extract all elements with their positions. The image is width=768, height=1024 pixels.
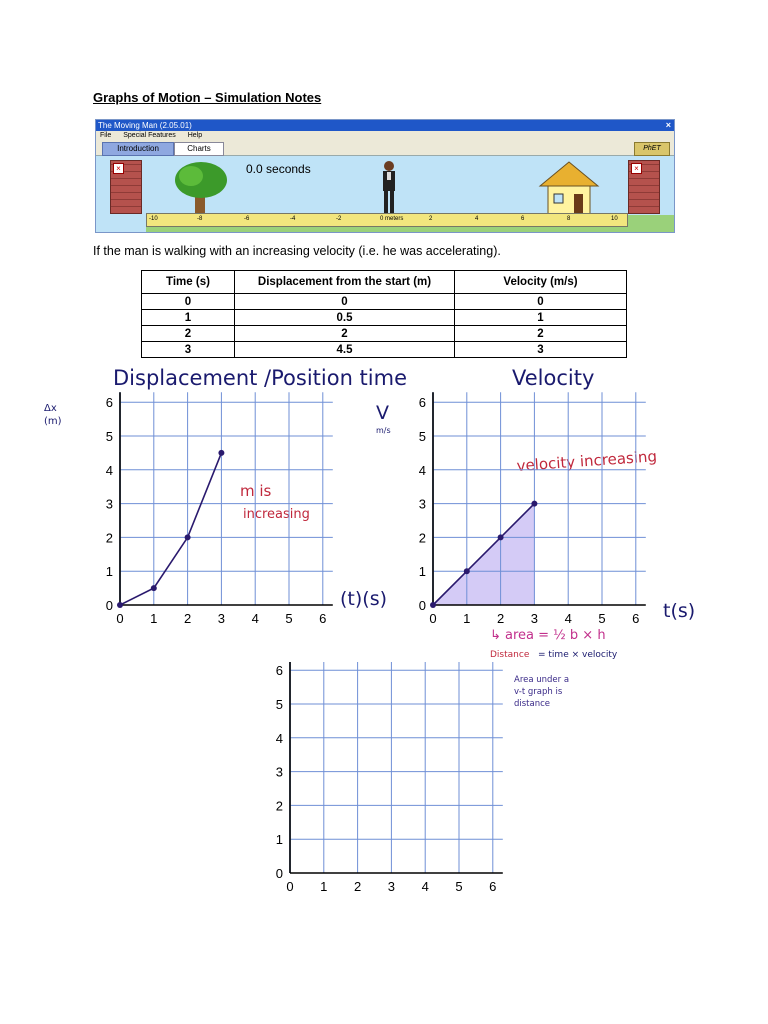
area-note-line: distance bbox=[514, 699, 551, 709]
table-row bbox=[142, 294, 627, 310]
sim-tabbar bbox=[96, 140, 674, 156]
y-tick-label: 1 bbox=[275, 832, 283, 848]
table-cell: 1 bbox=[455, 310, 627, 326]
data-line bbox=[120, 453, 221, 605]
table-cell: 0 bbox=[235, 294, 455, 310]
y-tick-label: 0 bbox=[418, 598, 426, 613]
heading-displacement-position-time: Displacement /Position time bbox=[113, 366, 407, 390]
ruler-tick-label: -4 bbox=[290, 216, 296, 222]
x-tick-label: 6 bbox=[319, 611, 327, 626]
y-tick-label: 6 bbox=[418, 395, 426, 411]
table-cell: 0 bbox=[455, 294, 627, 310]
ruler-tick-label: -6 bbox=[244, 216, 250, 222]
x-tick-label: 6 bbox=[489, 879, 497, 894]
y-tick-label: 0 bbox=[275, 866, 283, 881]
ruler-tick-label: 2 bbox=[429, 216, 433, 222]
y-tick-label: 6 bbox=[275, 663, 283, 679]
x-tick-label: 0 bbox=[116, 611, 124, 626]
y-tick-label: 6 bbox=[105, 395, 113, 411]
y-tick-label: 2 bbox=[275, 798, 283, 814]
x-tick-label: 5 bbox=[598, 611, 606, 626]
blank-grid-chart bbox=[260, 662, 510, 900]
y-tick-label: 4 bbox=[275, 730, 283, 746]
sim-menubar bbox=[96, 131, 674, 140]
ruler-tick-label: -8 bbox=[197, 216, 203, 222]
sim-close-icon[interactable]: × bbox=[665, 120, 671, 130]
data-point bbox=[464, 568, 470, 574]
ruler-tick-label: 10 bbox=[611, 216, 618, 222]
slope-note-line-1: m is bbox=[240, 482, 272, 500]
data-point bbox=[151, 585, 157, 591]
y-tick-label: 1 bbox=[418, 564, 426, 580]
tab-charts[interactable]: Charts bbox=[174, 142, 224, 156]
x-tick-label: 5 bbox=[455, 879, 463, 894]
x-tick-label: 3 bbox=[387, 879, 396, 894]
y-tick-label: 4 bbox=[105, 462, 113, 478]
fitted-curve-dashed bbox=[120, 453, 221, 605]
area-formula-note: ↳ area = ½ b × h bbox=[490, 628, 606, 643]
ruler-tick-label: 0 meters bbox=[380, 216, 404, 222]
velocity-time-chart bbox=[403, 392, 653, 632]
left-wall-close-icon[interactable]: × bbox=[113, 163, 124, 174]
x-tick-label: 0 bbox=[429, 611, 437, 626]
intro-sentence: If the man is walking with an increasing velocity (i.e. he was accelerating). bbox=[93, 244, 501, 258]
table-cell: 2 bbox=[455, 326, 627, 342]
y-axis-label-displacement: Δx (m) bbox=[44, 403, 62, 427]
data-point bbox=[218, 450, 224, 456]
tree-icon bbox=[171, 158, 231, 216]
y-tick-label: 4 bbox=[418, 462, 426, 478]
table-cell: 3 bbox=[142, 342, 235, 358]
y-tick-label: 5 bbox=[275, 697, 283, 712]
distance-label: Distance bbox=[490, 650, 530, 660]
simulation-window bbox=[95, 119, 675, 233]
slope-note-line-2: increasing bbox=[243, 507, 310, 522]
y-tick-label: 3 bbox=[275, 764, 283, 780]
table-cell: 4.5 bbox=[235, 342, 455, 358]
ruler-tick-label: -2 bbox=[336, 216, 342, 222]
y-tick-label: 0 bbox=[105, 598, 113, 613]
x-tick-label: 3 bbox=[530, 611, 539, 626]
column-header: Velocity (m/s) bbox=[455, 271, 627, 294]
x-tick-label: 1 bbox=[463, 611, 471, 626]
y-tick-label: 2 bbox=[418, 530, 426, 546]
displacement-time-chart bbox=[90, 392, 340, 632]
house-icon bbox=[538, 160, 600, 216]
data-point bbox=[430, 602, 436, 608]
table-cell: 2 bbox=[235, 326, 455, 342]
y-axis-unit-velocity: m/s bbox=[376, 426, 391, 435]
y-tick-label: 5 bbox=[105, 429, 113, 444]
x-axis-label-left: (t)(s) bbox=[340, 588, 387, 610]
x-tick-label: 1 bbox=[150, 611, 158, 626]
x-tick-label: 5 bbox=[285, 611, 293, 626]
sim-titlebar bbox=[96, 120, 674, 131]
table-cell: 1 bbox=[142, 310, 235, 326]
y-tick-label: 3 bbox=[105, 496, 113, 512]
area-note bbox=[514, 674, 569, 710]
heading-velocity: Velocity bbox=[512, 366, 595, 390]
ruler-tick-label: 6 bbox=[521, 216, 525, 222]
table-cell: 0 bbox=[142, 294, 235, 310]
area-note-line: Area under a bbox=[514, 675, 570, 685]
column-header: Displacement from the start (m) bbox=[235, 271, 455, 294]
distance-formula: = time × velocity bbox=[538, 650, 618, 660]
document-title: Graphs of Motion – Simulation Notes bbox=[93, 90, 322, 105]
menu-file[interactable]: File bbox=[100, 132, 112, 139]
menu-special-features[interactable]: Special Features bbox=[123, 132, 176, 139]
data-point bbox=[498, 534, 504, 540]
x-tick-label: 4 bbox=[251, 611, 259, 626]
table-header-row bbox=[142, 271, 627, 294]
x-tick-label: 3 bbox=[217, 611, 226, 626]
x-tick-label: 6 bbox=[632, 611, 640, 626]
x-tick-label: 2 bbox=[496, 611, 505, 626]
phet-logo: PhET bbox=[634, 142, 670, 156]
right-wall bbox=[628, 160, 660, 214]
x-tick-label: 0 bbox=[286, 879, 294, 894]
ruler-tick-label: -10 bbox=[149, 216, 158, 222]
y-tick-label: 2 bbox=[105, 530, 113, 546]
x-axis-label-right: t(s) bbox=[663, 600, 696, 622]
table-cell: 3 bbox=[455, 342, 627, 358]
right-wall-close-icon[interactable]: × bbox=[631, 163, 642, 174]
table-row bbox=[142, 326, 627, 342]
velocity-increasing-note: velocity increasing bbox=[516, 447, 658, 475]
ruler-tick-label: 4 bbox=[475, 216, 479, 222]
data-point bbox=[117, 602, 123, 608]
left-wall bbox=[110, 160, 142, 214]
data-table bbox=[141, 270, 627, 358]
sim-window-title: The Moving Man (2.05.01) bbox=[98, 121, 192, 130]
table-cell: 2 bbox=[142, 326, 235, 342]
y-tick-label: 3 bbox=[418, 496, 426, 512]
area-note-line: v-t graph is bbox=[514, 687, 563, 697]
y-tick-label: 5 bbox=[418, 429, 426, 444]
data-point bbox=[531, 501, 537, 507]
column-header: Time (s) bbox=[142, 271, 235, 294]
table-row bbox=[142, 342, 627, 358]
x-tick-label: 2 bbox=[183, 611, 192, 626]
x-tick-label: 4 bbox=[421, 879, 429, 894]
table-cell: 0.5 bbox=[235, 310, 455, 326]
y-tick-label: 1 bbox=[105, 564, 113, 580]
y-axis-label-velocity: V bbox=[376, 402, 389, 424]
ruler-tick-label: 8 bbox=[567, 216, 571, 222]
sim-time-readout: 0.0 seconds bbox=[246, 162, 311, 176]
menu-help[interactable]: Help bbox=[187, 132, 203, 139]
position-ruler[interactable] bbox=[146, 213, 628, 227]
x-tick-label: 2 bbox=[353, 879, 362, 894]
data-point bbox=[185, 534, 191, 540]
moving-man-figure[interactable] bbox=[378, 160, 400, 216]
table-row bbox=[142, 310, 627, 326]
x-tick-label: 1 bbox=[320, 879, 328, 894]
tab-introduction[interactable]: Introduction bbox=[102, 142, 174, 156]
x-tick-label: 4 bbox=[564, 611, 572, 626]
